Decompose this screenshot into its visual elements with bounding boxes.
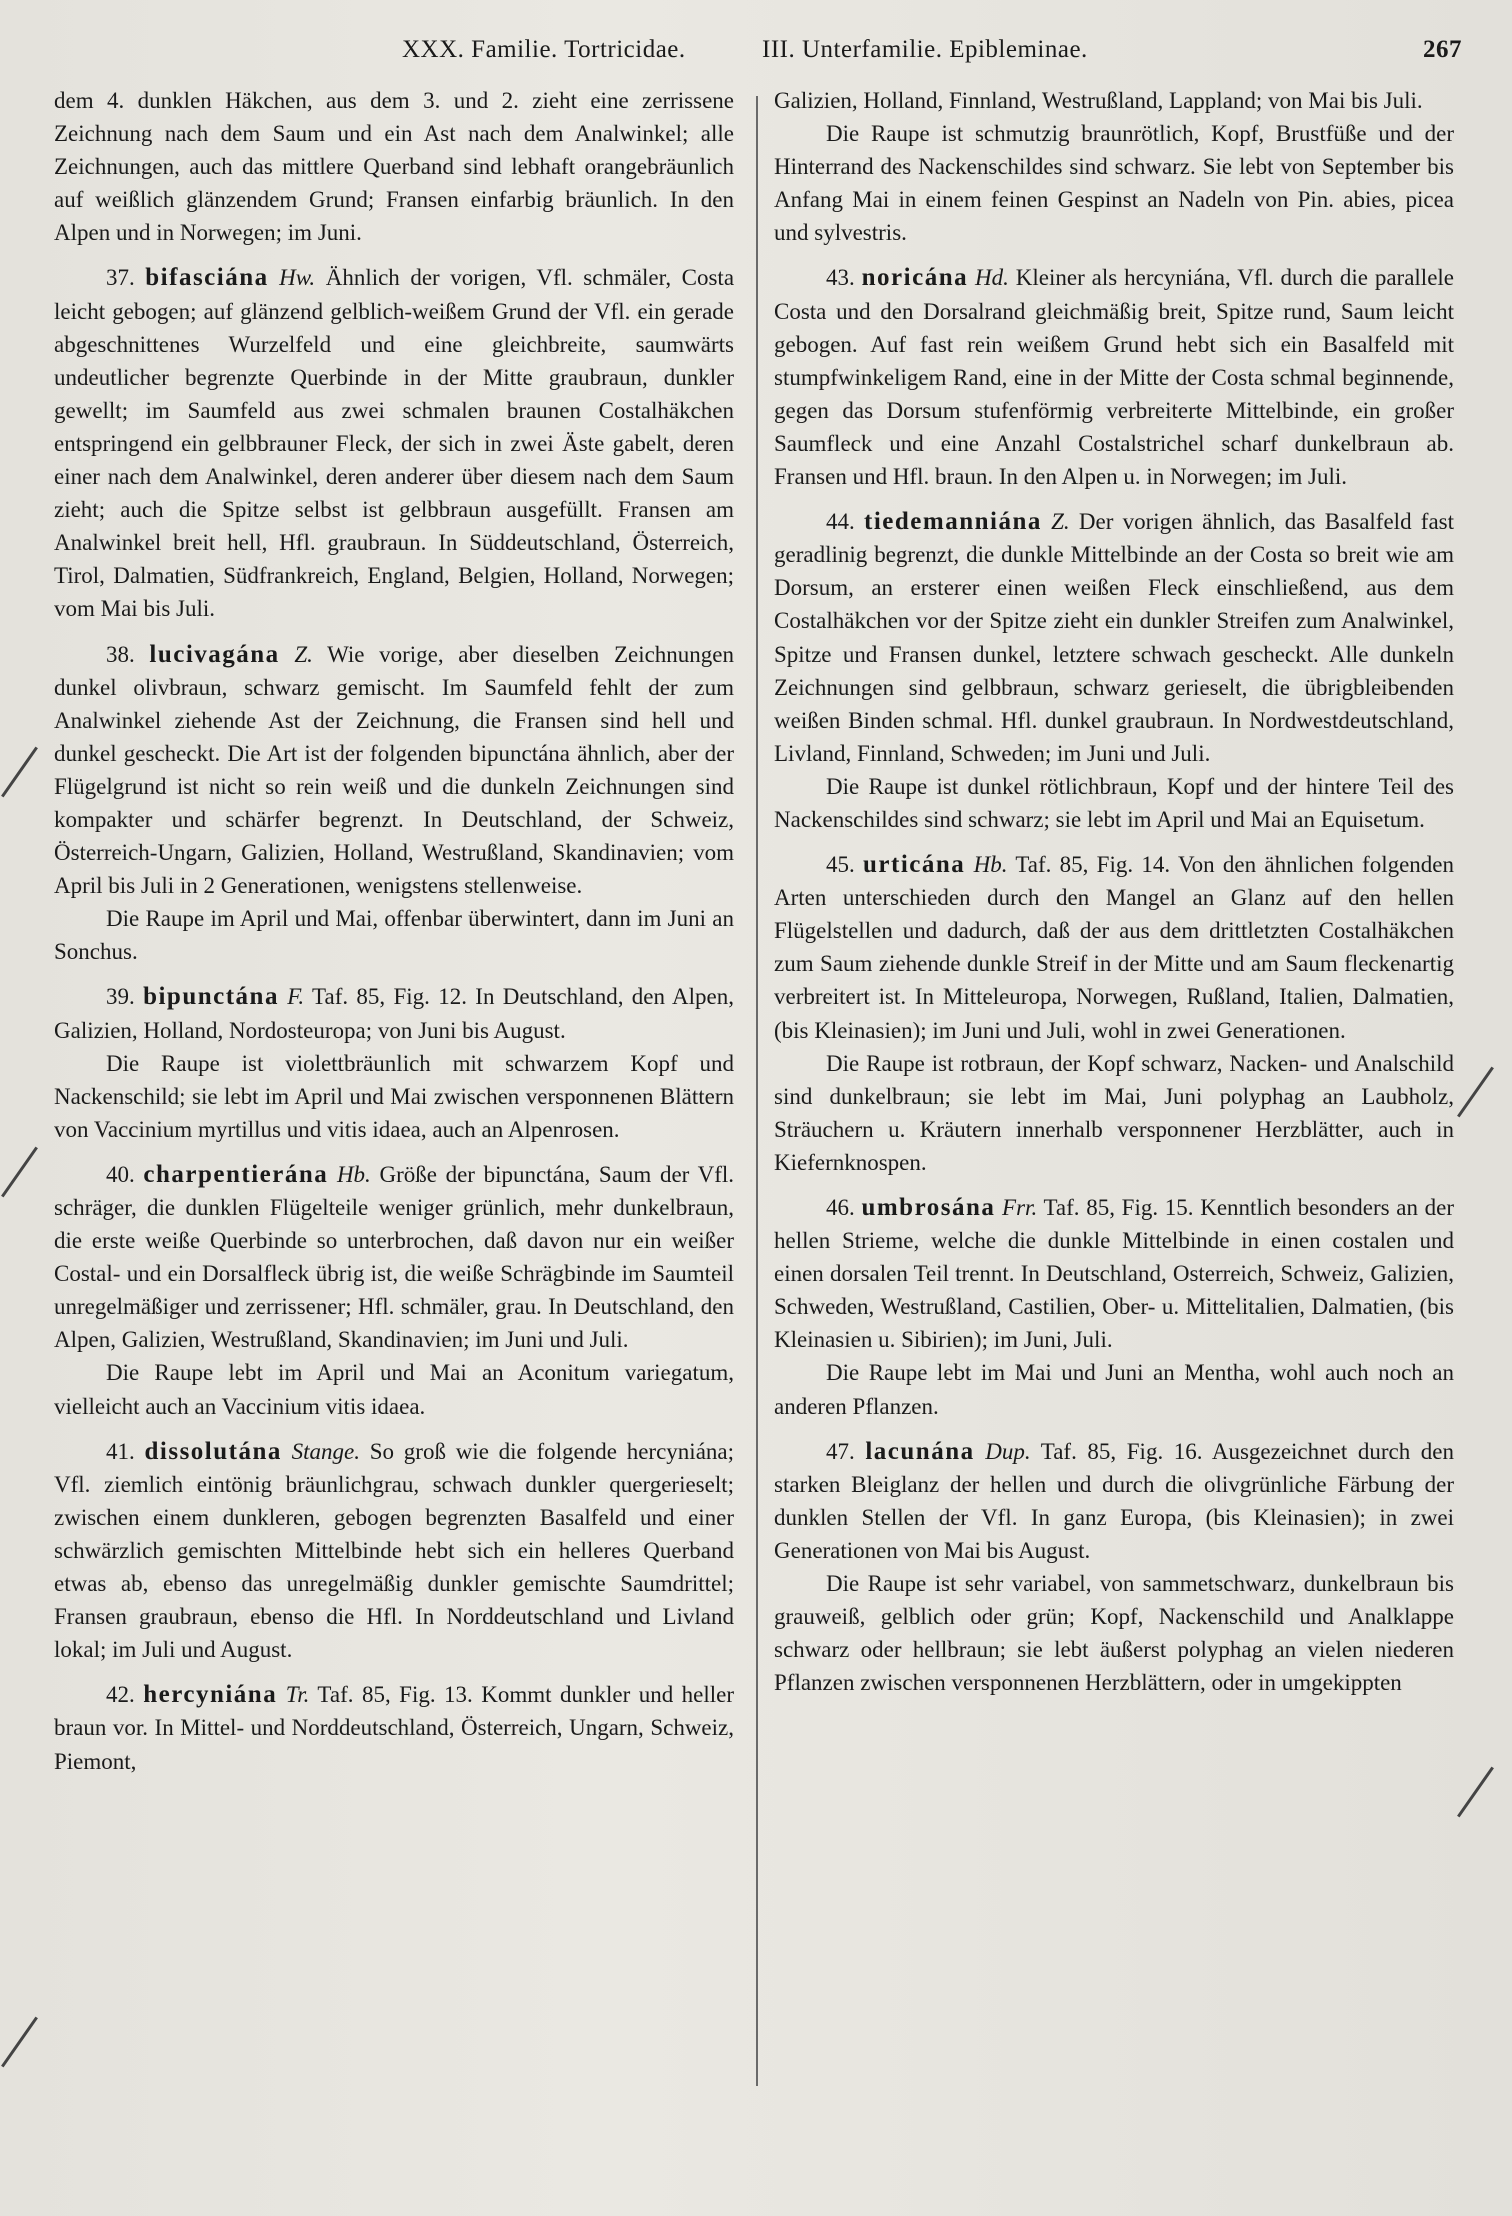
species-name: bipunctána: [143, 983, 279, 1011]
caterpillar-paragraph: [774, 1356, 1454, 1422]
species-name: hercyniána: [143, 1681, 278, 1709]
paragraph-continued: [774, 84, 1454, 117]
species-author: Tr.: [285, 1682, 310, 1708]
species-number: 38.: [106, 641, 135, 667]
header-subfamily: III. Unterfamilie. Epibleminae.: [762, 36, 1088, 63]
species-name: charpentierána: [143, 1160, 329, 1188]
species-number: 42.: [106, 1682, 135, 1708]
species-entry: [54, 980, 734, 1046]
species-description: Taf. 85, Fig. 15. Kenntlich besonders an der hellen Strieme, welche die dunkle Mittelbinde in einen costalen und einen dorsalen Teil trennt. In Deutschland, Osterreich, Schweiz, Galizien, Schweden, Westrußland, Castilien, Ober- u. Mittelitalien, Dalmatien, (bis Kleinasien u. Sibirien); im Juni, Juli.: [774, 1195, 1454, 1353]
right-column: [774, 84, 1454, 2104]
caterpillar-paragraph: [774, 117, 1454, 249]
species-description: Kleiner als hercyniána, Vfl. durch die parallele Costa und den Dorsalrand gleichmäßig breit, Spitze rund, Saum leicht gebogen. Auf fast rein weißem Grund hebt sich ein Basalfeld mit stumpfwinkeligem Rand, eine in der Mitte der Costa schmal beginnende, gegen das Dorsum stufenförmig verbreiterte Mittelbinde, ein großer Saumfleck und eine Anzahl Costalstrichel scharf dunkelbraun ab. Fransen und Hfl. braun. In den Alpen u. in Norwegen; im Juli.: [774, 265, 1454, 490]
left-column: [54, 84, 734, 2104]
paragraph-text: Die Raupe ist rotbraun, der Kopf schwarz, Nacken- und Analschild sind dunkelbraun; sie lebt im Mai, Juni polyphag an Laubholz, Sträuchern u. Kräutern innerhalb versponnener Herzblätter, auch in Kiefernknospen.: [774, 1050, 1454, 1175]
species-name: tiedemanniána: [864, 508, 1042, 536]
species-entry: [774, 848, 1454, 1047]
species-description: Der vorigen ähnlich, das Basalfeld fast geradlinig begrenzt, die dunkle Mittelbinde an der Costa so breit wie am Dorsum, an ersterer einen weißen Fleck einschließend, aus dem Costalhäkchen vor der Spitze zieht ein dunkler Streifen zum Analwinkel, Spitze und Fransen dunkel, letztere schwach gescheckt. Alle dunkeln Zeichnungen sind gelbbraun, schwarz gerieselt, die übrigbleibenden weißen Binden schmal. Hfl. dunkel graubraun. In Nordwestdeutschland, Livland, Finnland, Schweden; im Juni und Juli.: [774, 509, 1454, 766]
species-name: noricána: [861, 264, 969, 292]
caterpillar-paragraph: [774, 770, 1454, 836]
paragraph-text: Die Raupe ist schmutzig braunrötlich, Kopf, Brustfüße und der Hinterrand des Nackenschildes sind schwarz. Sie lebt von September bis Anfang Mai in einem feinen Gespinst an Nadeln von Pin. abies, picea und sylvestris.: [774, 121, 1454, 246]
pencil-mark: [1, 747, 38, 798]
species-entry: [54, 1435, 734, 1667]
species-author: Dup.: [985, 1438, 1031, 1464]
species-name: bifasciána: [145, 264, 269, 292]
species-description: Taf. 85, Fig. 16. Ausgezeichnet durch den starken Bleiglanz der hellen und durch die olivgrünliche Färbung der dunklen Stellen der Vfl. In ganz Europa, (bis Kleinasien); in zwei Generationen von Mai bis August.: [774, 1438, 1454, 1563]
species-name: lacunána: [865, 1437, 975, 1465]
species-description: Wie vorige, aber dieselben Zeichnungen dunkel olivbraun, schwarz gemischt. Im Saumfeld fehlt der zum Analwinkel ziehende Ast der Zeichnung, die Fransen sind hell und dunkel gescheckt. Die Art ist der folgenden bipunctána ähnlich, aber der Flügelgrund ist nicht so rein weiß und die dunkeln Zeichnungen sind kompakter und schärfer begrenzt. In Deutschland, der Schweiz, Österreich-Ungarn, Galizien, Holland, Westrußland, Skandinavien; vom April bis Juli in 2 Generationen, wenigstens stellenweise.: [54, 641, 734, 899]
species-entry: [54, 1678, 734, 1777]
species-description: Taf. 85, Fig. 13. Kommt dunkler und heller braun vor. In Mittel- und Norddeutschland, Österreich, Ungarn, Schweiz, Piemont,: [54, 1682, 734, 1774]
species-number: 47.: [826, 1438, 855, 1464]
species-number: 39.: [106, 984, 135, 1010]
species-author: Frr.: [1002, 1195, 1038, 1220]
species-author: F.: [287, 984, 305, 1010]
species-number: 40.: [106, 1161, 135, 1187]
species-number: 46.: [826, 1195, 855, 1220]
species-author: Stange.: [291, 1438, 360, 1464]
paragraph-text: Galizien, Holland, Finnland, Westrußland, Lappland; von Mai bis Juli.: [774, 88, 1423, 113]
species-name: umbrosána: [861, 1194, 996, 1221]
species-description: Taf. 85, Fig. 14. Von den ähnlichen folgenden Arten unterschieden durch den Mangel an Glanz auf den hellen Flügelstellen und dadurch, daß der aus dem drittletzten Costalhäkchen zum Saum ziehende dunkle Streif in der Mitte und am Saum fleckenartig verbreitert ist. In Mitteleuropa, Norwegen, Rußland, Italien, Dalmatien, (bis Kleinasien); im Juni und Juli, wohl in zwei Generationen.: [774, 852, 1454, 1043]
caterpillar-paragraph: [54, 1047, 734, 1146]
species-author: Z.: [294, 641, 313, 667]
paragraph-text: Die Raupe lebt im Mai und Juni an Mentha, wohl auch noch an anderen Pflanzen.: [774, 1360, 1454, 1419]
species-name: dissolutána: [144, 1437, 282, 1465]
species-description: So groß wie die folgende hercyniána; Vfl. ziemlich eintönig bräunlichgrau, schwach dunkler quergerieselt; zwischen einem dunkleren, gebogen begrenzten Basalfeld und einer schwärzlich gemischten Mittelbinde hebt sich ein helleres Querband etwas ab, ebenso das unregelmäßig dunkler gemischte Saumdrittel; Fransen graubraun, ebenso die Hfl. In Norddeutschland und Livland lokal; im Juli und August.: [54, 1438, 734, 1663]
species-number: 41.: [106, 1438, 135, 1464]
species-entry: [54, 638, 734, 903]
species-entry: [54, 261, 734, 625]
caterpillar-paragraph: [54, 902, 734, 968]
species-description: Größe der bipunctána, Saum der Vfl. schräger, die dunklen Flügelteile weniger grünlich, mehr dunkelbraun, die erste weiße Querbinde so unterbrochen, daß davon nur ein weißer Costal- und ein Dorsalfleck übrig ist, die weiße Schrägbinde im Saumteil unregelmäßiger und zerrissener; Hfl. schmäler, grau. In Deutschland, den Alpen, Galizien, Westrußland, Skandinavien; im Juni und Juli.: [54, 1161, 734, 1353]
species-author: Hd.: [975, 265, 1009, 291]
species-number: 37.: [106, 265, 135, 291]
species-author: Hw.: [279, 265, 316, 291]
species-number: 45.: [826, 852, 855, 878]
paragraph-text: Die Raupe ist violettbräunlich mit schwarzem Kopf und Nackenschild; sie lebt im April und Mai zwischen versponnenen Blättern von Vaccinium myrtillus und vitis idaea, auch an Alpenrosen.: [54, 1050, 734, 1142]
species-author: Hb.: [973, 852, 1008, 878]
species-number: 43.: [826, 265, 855, 291]
species-description: Taf. 85, Fig. 12. In Deutschland, den Alpen, Galizien, Holland, Nordosteuropa; von Juni bis August.: [54, 984, 734, 1043]
page-number: 267: [1423, 36, 1462, 63]
pencil-mark: [1, 1147, 38, 1198]
paragraph-text: dem 4. dunklen Häkchen, aus dem 3. und 2. zieht eine zerrissene Zeichnung nach dem Saum und ein Ast nach dem Analwinkel; alle Zeichnungen, auch das mittlere Querband sind lebhaft orangebräunlich auf weißlich glänzendem Grund; Fransen einfarbig bräunlich. In den Alpen und in Norwegen; im Juni.: [54, 88, 734, 246]
paragraph-text: Die Raupe lebt im April und Mai an Aconitum variegatum, vielleicht auch an Vaccinium vitis idaea.: [54, 1360, 734, 1419]
species-entry: [774, 1435, 1454, 1567]
pencil-mark: [1, 2017, 38, 2068]
pencil-mark: [1457, 1767, 1494, 1818]
caterpillar-paragraph: [774, 1567, 1454, 1699]
species-entry: [774, 505, 1454, 770]
column-divider: [756, 96, 758, 2086]
paragraph-text: Die Raupe im April und Mai, offenbar überwintert, dann im Juni an Sonchus.: [54, 906, 734, 965]
species-entry: [54, 1158, 734, 1357]
species-author: Hb.: [336, 1161, 371, 1187]
caterpillar-paragraph: [54, 1356, 734, 1422]
species-entry: [774, 1191, 1454, 1356]
species-name: urticána: [863, 851, 966, 879]
paragraph-text: Die Raupe ist sehr variabel, von sammetschwarz, dunkelbraun bis grauweiß, gelblich oder grün; Kopf, Nackenschild und Analklappe schwarz oder hellbraun; sie lebt äußerst polyphag an vielen niederen Pflanzen zwischen versponnenen Herzblättern, oder in umgekippten: [774, 1571, 1454, 1696]
paragraph-text: Die Raupe ist dunkel rötlichbraun, Kopf und der hintere Teil des Nackenschildes sind schwarz; sie lebt im April und Mai an Equisetum.: [774, 773, 1454, 832]
species-name: lucivagána: [149, 640, 280, 668]
species-description: Ähnlich der vorigen, Vfl. schmäler, Costa leicht gebogen; auf glänzend gelblich-weißem Grund der Vfl. ein gerade abgeschnittenes Wurzelfeld und eine gleichbreite, saumwärts undeutlicher begrenzte Querbinde in der Mitte graubraun, dunkler gewellt; im Saumfeld aus zwei schmalen braunen Costalhäkchen entspringend ein gelbbrauner Fleck, der sich in zwei Äste gabelt, deren einer nach dem Analwinkel, deren anderer über diesem nach dem Saum zieht; auch die Spitze selbst ist gelbbraun ausgefüllt. Fransen am Analwinkel breit hell, Hfl. graubraun. In Süddeutschland, Österreich, Tirol, Dalmatien, Südfrankreich, England, Belgien, Holland, Norwegen; vom Mai bis Juli.: [54, 265, 734, 622]
species-author: Z.: [1051, 509, 1070, 535]
running-header: [402, 36, 1462, 76]
species-number: 44.: [826, 509, 855, 535]
header-family: XXX. Familie. Tortricidae.: [402, 36, 686, 63]
species-entry: [774, 261, 1454, 493]
caterpillar-paragraph: [774, 1047, 1454, 1179]
pencil-mark: [1457, 1067, 1494, 1118]
paragraph-continued: [54, 84, 734, 249]
